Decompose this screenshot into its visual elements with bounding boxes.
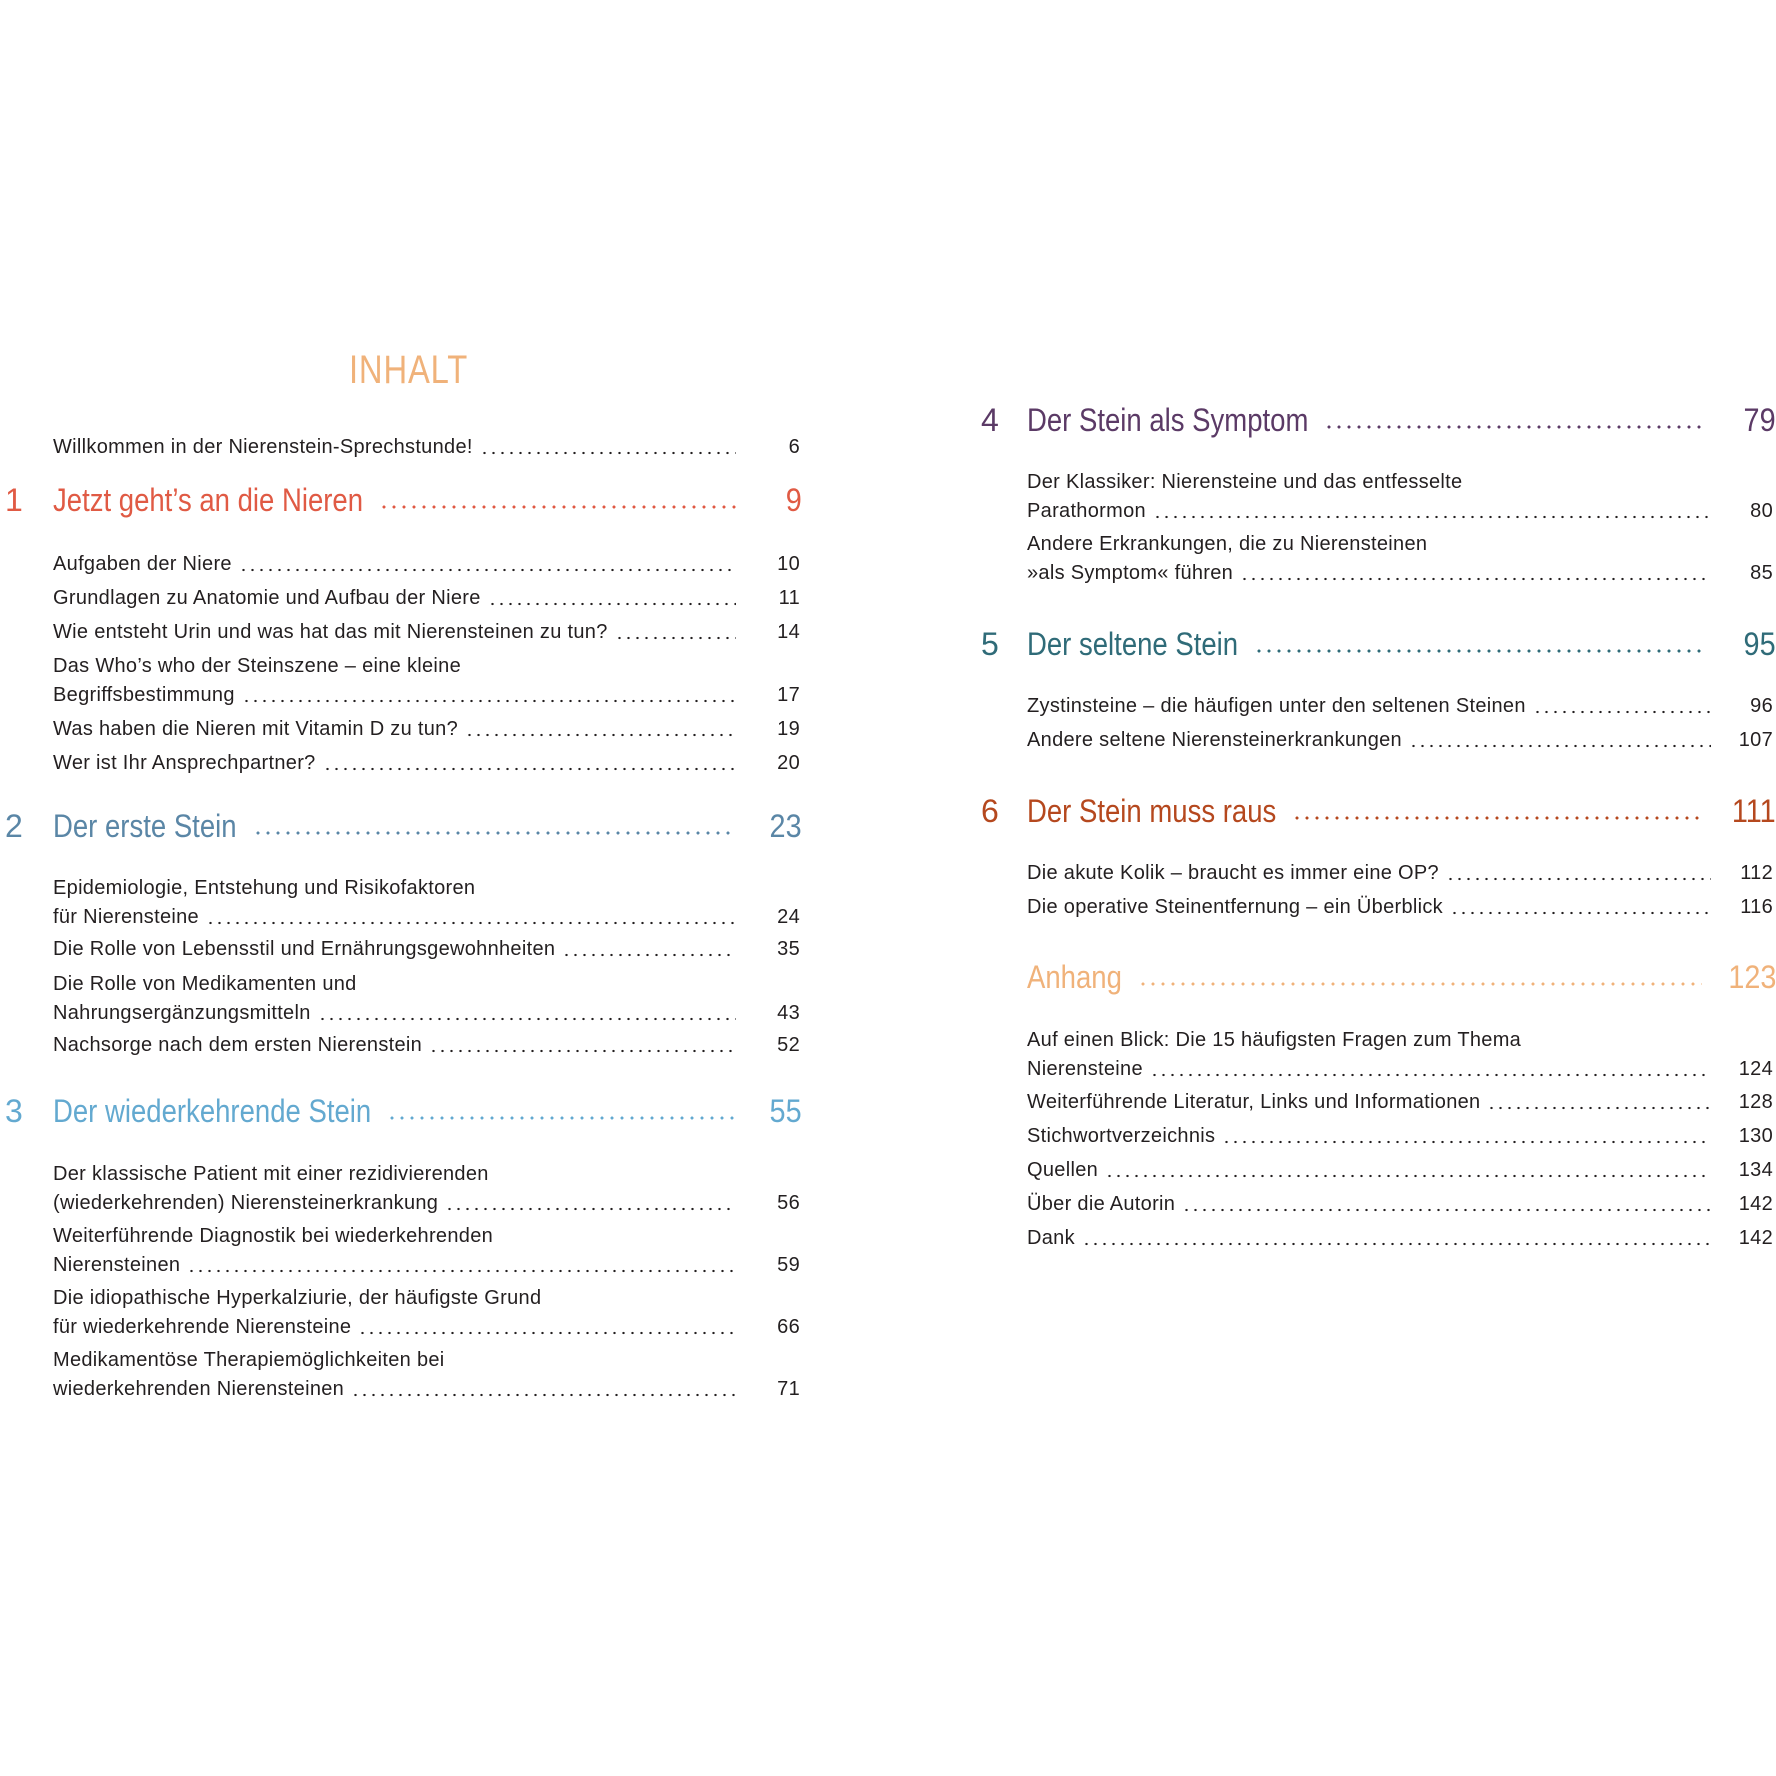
dot-leader bbox=[488, 597, 736, 607]
dot-leader bbox=[242, 694, 736, 704]
toc-entry-page: 142 bbox=[1738, 1193, 1773, 1215]
dot-leader bbox=[1450, 906, 1711, 916]
toc-entry-line bbox=[1027, 1224, 1711, 1253]
chapter-number: 2 bbox=[5, 808, 23, 844]
toc-entry-page: 17 bbox=[777, 684, 800, 706]
toc-entry-line bbox=[1027, 530, 1773, 559]
toc-entry[interactable] bbox=[1027, 1088, 1773, 1117]
toc-entry-line bbox=[1027, 692, 1711, 721]
toc-entry[interactable] bbox=[1027, 692, 1773, 721]
toc-entry-text: Andere Erkrankungen, die zu Nierensteinen bbox=[1027, 533, 1428, 555]
toc-entry-text: Was haben die Nieren mit Vitamin D zu tun? bbox=[53, 718, 459, 740]
toc-entry[interactable] bbox=[1027, 530, 1773, 588]
toc-entry[interactable] bbox=[1027, 468, 1773, 526]
chapter-dot-leader bbox=[387, 1105, 736, 1121]
toc-entry-line bbox=[53, 681, 736, 710]
dot-leader bbox=[1409, 739, 1711, 749]
chapter-dot-leader bbox=[1292, 805, 1702, 821]
toc-entry[interactable] bbox=[53, 1284, 800, 1342]
toc-entry-page: 66 bbox=[777, 1316, 800, 1338]
toc-entry-text: Nachsorge nach dem ersten Nierenstein bbox=[53, 1034, 423, 1056]
chapter-page: 55 bbox=[769, 1093, 802, 1129]
toc-entry[interactable] bbox=[1027, 1190, 1773, 1219]
dot-leader bbox=[239, 563, 736, 573]
toc-entry-page: 112 bbox=[1740, 862, 1773, 884]
toc-entry-line bbox=[53, 1222, 800, 1251]
toc-entry-line bbox=[53, 1284, 800, 1313]
toc-entry-line bbox=[1027, 1122, 1711, 1151]
dot-leader bbox=[1533, 705, 1711, 715]
dot-leader bbox=[429, 1044, 736, 1054]
toc-entry-line bbox=[1027, 1026, 1773, 1055]
toc-entry-text: Weiterführende Diagnostik bei wiederkehrenden bbox=[53, 1225, 494, 1247]
toc-entry-text: Nahrungsergänzungsmitteln bbox=[53, 1002, 311, 1024]
toc-entry-text: Aufgaben der Niere bbox=[53, 553, 232, 575]
toc-entry[interactable] bbox=[53, 550, 800, 579]
dot-leader bbox=[1150, 1068, 1711, 1078]
dot-leader bbox=[1222, 1135, 1711, 1145]
toc-entry-line bbox=[53, 874, 800, 903]
dot-leader bbox=[1446, 872, 1711, 882]
toc-entry-text: Der Klassiker: Nierensteine und das entfesselte bbox=[1027, 471, 1463, 493]
toc-entry-page: 96 bbox=[1750, 695, 1773, 717]
toc-entry-page: 128 bbox=[1738, 1091, 1773, 1113]
toc-entry-page: 24 bbox=[777, 906, 800, 928]
page-title: INHALT bbox=[349, 348, 469, 392]
chapter-heading[interactable] bbox=[0, 793, 1776, 837]
toc-entry-page: 14 bbox=[777, 621, 800, 643]
toc-entry-line bbox=[1027, 859, 1711, 888]
toc-entry-text: Stichwortverzeichnis bbox=[1027, 1125, 1216, 1147]
dot-leader bbox=[318, 1012, 736, 1022]
dot-leader bbox=[480, 446, 736, 456]
chapter-heading[interactable] bbox=[0, 626, 1776, 670]
toc-entry-page: 107 bbox=[1738, 729, 1773, 751]
toc-entry-page: 56 bbox=[777, 1192, 800, 1214]
toc-entry-text: Medikamentöse Therapiemöglichkeiten bei bbox=[53, 1349, 445, 1371]
toc-entry-page: 80 bbox=[1750, 500, 1773, 522]
toc-entry-text: Wer ist Ihr Ansprechpartner? bbox=[53, 752, 316, 774]
chapter-page: 123 bbox=[1727, 959, 1776, 995]
chapter-page: 111 bbox=[1732, 793, 1776, 829]
dot-leader bbox=[358, 1326, 736, 1336]
toc-entry[interactable] bbox=[1027, 859, 1773, 888]
dot-leader bbox=[187, 1264, 736, 1274]
toc-entry-line bbox=[1027, 1055, 1711, 1084]
toc-entry-text: Die operative Steinentfernung – ein Überblick bbox=[1027, 896, 1443, 918]
toc-entry-line bbox=[53, 1375, 736, 1404]
toc-entry-line bbox=[1027, 1088, 1711, 1117]
toc-entry-text: für Nierensteine bbox=[53, 906, 199, 928]
chapter-number: 1 bbox=[5, 482, 23, 518]
toc-entry-text: Nierensteinen bbox=[53, 1254, 181, 1276]
dot-leader bbox=[465, 728, 736, 738]
toc-entry-text: Quellen bbox=[1027, 1159, 1099, 1181]
toc-entry-text: Wie entsteht Urin und was hat das mit Nierensteinen zu tun? bbox=[53, 621, 608, 643]
toc-entry-line bbox=[1027, 1190, 1711, 1219]
toc-entry-line bbox=[1027, 559, 1711, 588]
toc-entry-page: 10 bbox=[777, 553, 800, 575]
toc-entry-line bbox=[53, 584, 736, 613]
toc-entry-page: 19 bbox=[777, 718, 800, 740]
dot-leader bbox=[1182, 1203, 1711, 1213]
dot-leader bbox=[351, 1388, 736, 1398]
toc-entry-text: Andere seltene Nierensteinerkrankungen bbox=[1027, 729, 1402, 751]
chapter-heading[interactable] bbox=[0, 402, 1776, 446]
toc-entry[interactable] bbox=[1027, 893, 1773, 922]
dot-leader bbox=[1240, 572, 1711, 582]
toc-entry-line bbox=[1027, 468, 1773, 497]
chapter-dot-leader bbox=[379, 494, 736, 510]
dot-leader bbox=[206, 916, 736, 926]
chapter-dot-leader bbox=[1138, 971, 1702, 987]
toc-entry-text: Die Rolle von Lebensstil und Ernährungsgewohnheiten bbox=[53, 938, 556, 960]
dot-leader bbox=[1082, 1237, 1711, 1247]
toc-entry-line bbox=[53, 1160, 800, 1189]
toc-entry-page: 52 bbox=[777, 1034, 800, 1056]
toc-entry[interactable] bbox=[53, 1031, 800, 1060]
toc-entry-page: 130 bbox=[1738, 1125, 1773, 1147]
toc-entry-line bbox=[53, 1251, 736, 1280]
toc-entry-text: Auf einen Blick: Die 15 häufigsten Fragen zum Thema bbox=[1027, 1029, 1522, 1051]
dot-leader bbox=[323, 762, 736, 772]
chapter-title: Jetzt geht’s an die Nieren bbox=[53, 482, 364, 518]
toc-entry-page: 20 bbox=[777, 752, 800, 774]
toc-entry-line bbox=[53, 1031, 736, 1060]
toc-entry-text: »als Symptom« führen bbox=[1027, 562, 1234, 584]
toc-entry-line bbox=[1027, 1156, 1711, 1185]
toc-entry-page: 134 bbox=[1738, 1159, 1773, 1181]
chapter-page: 79 bbox=[1743, 402, 1776, 438]
toc-entry-page: 43 bbox=[777, 1002, 800, 1024]
toc-entry-text: Weiterführende Literatur, Links und Informationen bbox=[1027, 1091, 1481, 1113]
toc-entry-line bbox=[1027, 497, 1711, 526]
toc-entry-text: für wiederkehrende Nierensteine bbox=[53, 1316, 352, 1338]
toc-entry-text: Epidemiologie, Entstehung und Risikofaktoren bbox=[53, 877, 476, 899]
toc-entry-line bbox=[53, 550, 736, 579]
toc-entry-line bbox=[1027, 726, 1711, 755]
toc-entry-text: Zystinsteine – die häufigen unter den seltenen Steinen bbox=[1027, 695, 1526, 717]
toc-entry[interactable] bbox=[53, 1222, 800, 1280]
toc-entry-page: 11 bbox=[778, 587, 800, 609]
toc-entry-text: Die Rolle von Medikamenten und bbox=[53, 973, 357, 995]
toc-entry-text: Die idiopathische Hyperkalziurie, der häufigste Grund bbox=[53, 1287, 542, 1309]
toc-entry[interactable] bbox=[1027, 1026, 1773, 1084]
toc-entry-line bbox=[53, 999, 736, 1028]
dot-leader bbox=[1105, 1169, 1711, 1179]
chapter-title: Der Stein muss raus bbox=[1027, 793, 1277, 829]
toc-entry[interactable] bbox=[53, 749, 800, 778]
toc-entry-text: Über die Autorin bbox=[1027, 1193, 1176, 1215]
toc-entry-line bbox=[53, 1189, 736, 1218]
toc-entry-page: 71 bbox=[777, 1378, 800, 1400]
dot-leader bbox=[1153, 510, 1711, 520]
toc-entry-text: Parathormon bbox=[1027, 500, 1146, 522]
dot-leader bbox=[445, 1202, 736, 1212]
toc-entry-text: (wiederkehrenden) Nierensteinerkrankung bbox=[53, 1192, 439, 1214]
toc-entry-text: Der klassische Patient mit einer rezidivierenden bbox=[53, 1163, 489, 1185]
chapter-title: Anhang bbox=[1027, 959, 1122, 995]
toc-entry-text: Dank bbox=[1027, 1227, 1075, 1249]
chapter-title: Der Stein als Symptom bbox=[1027, 402, 1309, 438]
toc-entry[interactable] bbox=[53, 584, 800, 613]
chapter-dot-leader bbox=[1324, 414, 1702, 430]
toc-entry-page: 59 bbox=[777, 1254, 800, 1276]
toc-entry-page: 35 bbox=[777, 938, 800, 960]
toc-entry-line bbox=[53, 1313, 736, 1342]
toc-entry-line bbox=[53, 715, 736, 744]
toc-entry-text: Nierensteine bbox=[1027, 1058, 1143, 1080]
toc-entry-text: Grundlagen zu Anatomie und Aufbau der Niere bbox=[53, 587, 481, 609]
toc-entry[interactable] bbox=[1027, 1156, 1773, 1185]
chapter-number: 5 bbox=[981, 626, 999, 662]
toc-entry-line bbox=[1027, 893, 1711, 922]
toc-entry[interactable] bbox=[1027, 1224, 1773, 1253]
toc-entry[interactable] bbox=[1027, 1122, 1773, 1151]
toc-entry[interactable] bbox=[53, 715, 800, 744]
chapter-number: 4 bbox=[981, 402, 999, 438]
toc-entry-page: 85 bbox=[1750, 562, 1773, 584]
toc-entry-page: 142 bbox=[1738, 1227, 1773, 1249]
chapter-heading[interactable] bbox=[0, 959, 1776, 1003]
chapter-page: 95 bbox=[1743, 626, 1776, 662]
toc-entry-text: wiederkehrenden Nierensteinen bbox=[53, 1378, 345, 1400]
chapter-title: Der seltene Stein bbox=[1027, 626, 1239, 662]
toc-entry-page: 124 bbox=[1738, 1058, 1773, 1080]
toc-entry-text: Die akute Kolik – braucht es immer eine OP? bbox=[1027, 862, 1439, 884]
toc-entry[interactable] bbox=[53, 1160, 800, 1218]
chapter-page: 23 bbox=[769, 808, 802, 844]
toc-entry[interactable] bbox=[53, 874, 800, 932]
dot-leader bbox=[1487, 1101, 1711, 1111]
toc-entry[interactable] bbox=[53, 1346, 800, 1404]
chapter-title: Der wiederkehrende Stein bbox=[53, 1093, 372, 1129]
toc-entry-text: Begriffsbestimmung bbox=[53, 684, 235, 706]
toc-entry-text: Das Who’s who der Steinszene – eine kleine bbox=[53, 655, 462, 677]
toc-entry-line bbox=[53, 1346, 800, 1375]
chapter-title: Der erste Stein bbox=[53, 808, 237, 844]
chapter-page: 9 bbox=[785, 482, 802, 518]
dot-leader bbox=[562, 948, 736, 958]
chapter-dot-leader bbox=[1254, 638, 1702, 654]
toc-entry-page: 116 bbox=[1740, 896, 1773, 918]
toc-entry-page: 6 bbox=[788, 436, 800, 458]
toc-entry-line bbox=[53, 903, 736, 932]
chapter-number: 3 bbox=[5, 1093, 23, 1129]
toc-entry[interactable] bbox=[1027, 726, 1773, 755]
toc-entry-text: Willkommen in der Nierenstein-Sprechstunde! bbox=[53, 436, 473, 458]
toc-entry-line bbox=[53, 749, 736, 778]
chapter-number: 6 bbox=[981, 793, 999, 829]
